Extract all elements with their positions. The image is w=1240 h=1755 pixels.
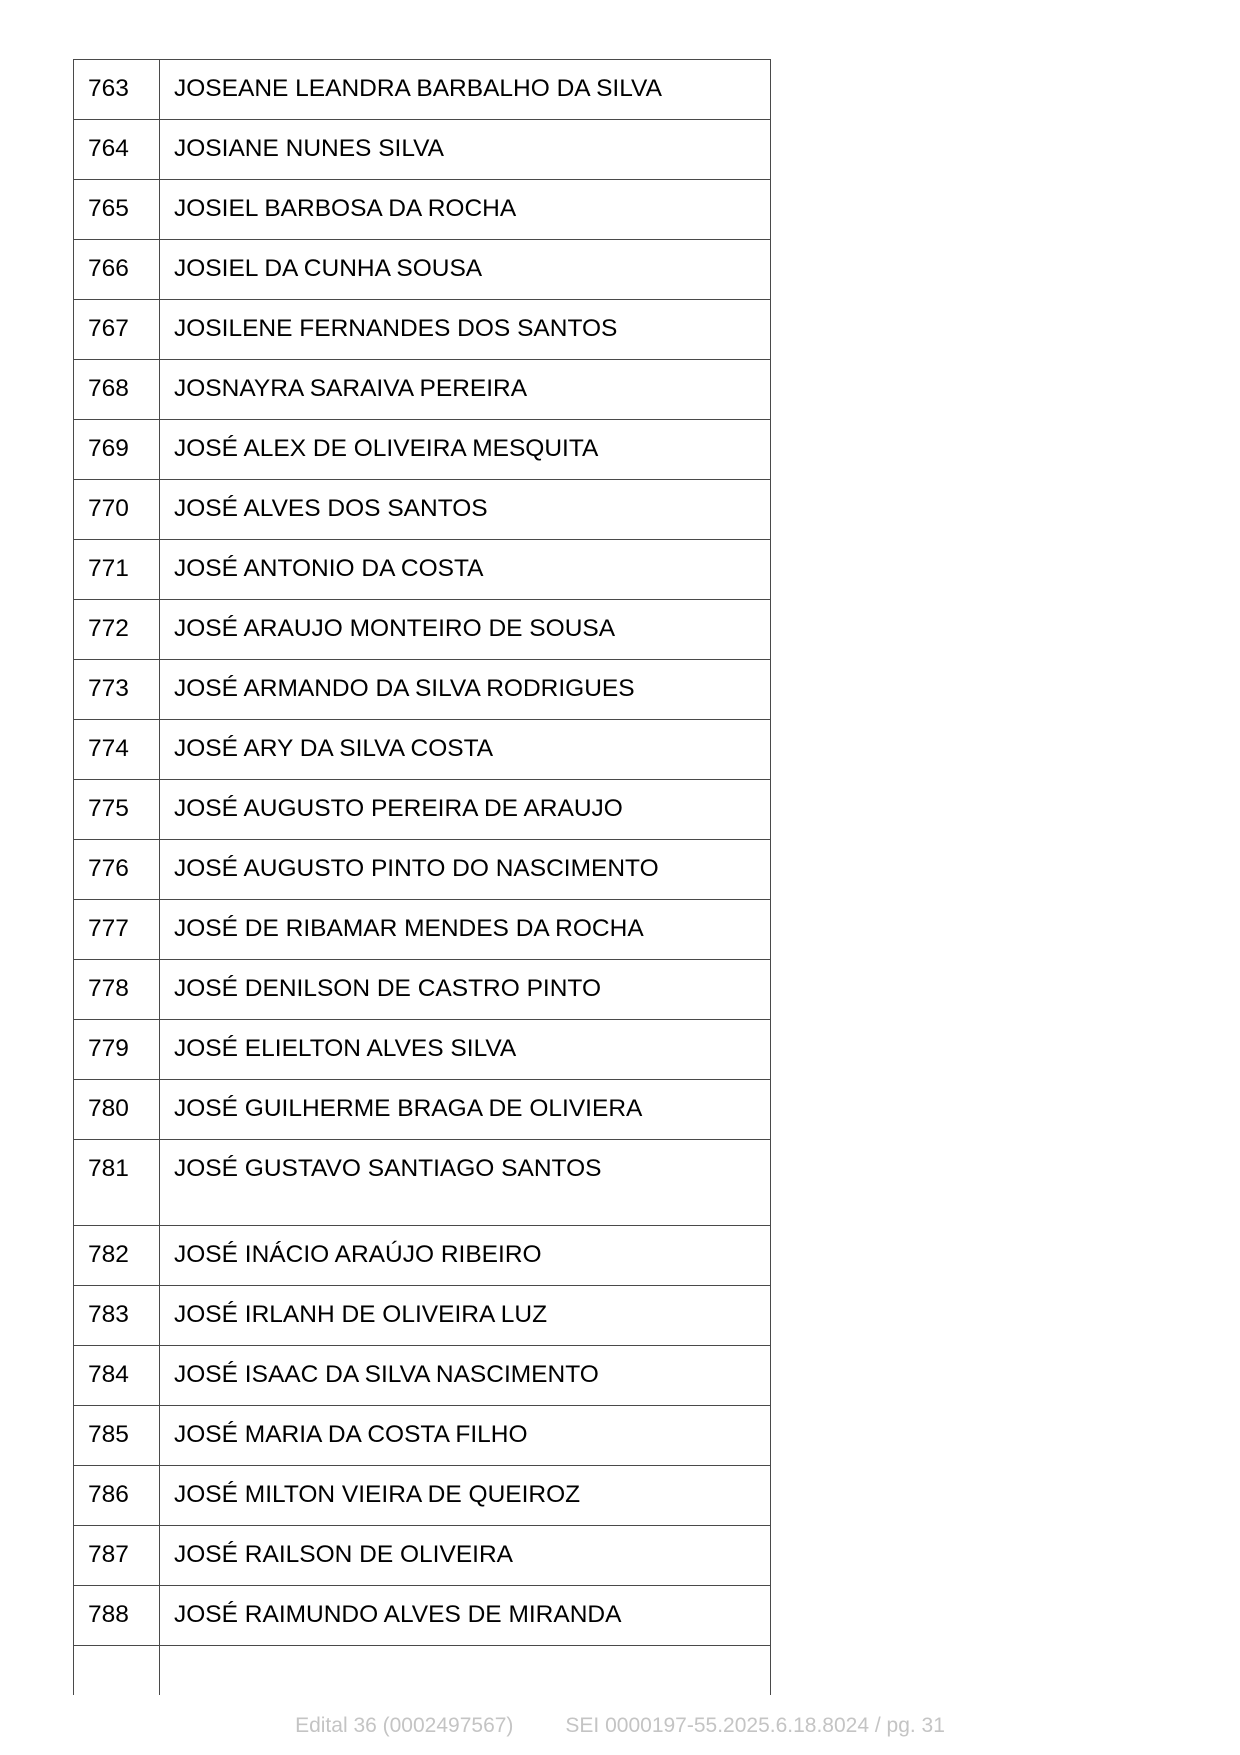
row-name: JOSÉ RAILSON DE OLIVEIRA bbox=[160, 1526, 771, 1586]
row-name: JOSEANE LEANDRA BARBALHO DA SILVA bbox=[160, 60, 771, 120]
table-row bbox=[74, 1286, 771, 1346]
row-number: 778 bbox=[74, 960, 160, 1020]
row-name: JOSÉ GUSTAVO SANTIAGO SANTOS bbox=[160, 1140, 771, 1226]
table-row bbox=[74, 600, 771, 660]
row-number: 764 bbox=[74, 120, 160, 180]
row-name: JOSÉ DE RIBAMAR MENDES DA ROCHA bbox=[160, 900, 771, 960]
footer-edital: Edital 36 (0002497567) bbox=[295, 1714, 514, 1737]
table-row bbox=[74, 780, 771, 840]
row-name: JOSÉ ARAUJO MONTEIRO DE SOUSA bbox=[160, 600, 771, 660]
row-name: JOSÉ RAIMUNDO ALVES DE MIRANDA bbox=[160, 1586, 771, 1646]
row-number: 782 bbox=[74, 1226, 160, 1286]
table-row bbox=[74, 1406, 771, 1466]
table-row bbox=[74, 1226, 771, 1286]
names-table bbox=[73, 59, 771, 1695]
row-number: 771 bbox=[74, 540, 160, 600]
table-row bbox=[74, 60, 771, 120]
row-number: 777 bbox=[74, 900, 160, 960]
table-row bbox=[74, 1526, 771, 1586]
row-number: 772 bbox=[74, 600, 160, 660]
row-number: 769 bbox=[74, 420, 160, 480]
table-row bbox=[74, 120, 771, 180]
row-name: JOSÉ AUGUSTO PINTO DO NASCIMENTO bbox=[160, 840, 771, 900]
row-number: 780 bbox=[74, 1080, 160, 1140]
row-number: 766 bbox=[74, 240, 160, 300]
row-number: 788 bbox=[74, 1586, 160, 1646]
row-number: 775 bbox=[74, 780, 160, 840]
row-number: 763 bbox=[74, 60, 160, 120]
row-number: 783 bbox=[74, 1286, 160, 1346]
row-name: JOSÉ ARY DA SILVA COSTA bbox=[160, 720, 771, 780]
row-number: 786 bbox=[74, 1466, 160, 1526]
table-row bbox=[74, 240, 771, 300]
row-number: 784 bbox=[74, 1346, 160, 1406]
row-number: 787 bbox=[74, 1526, 160, 1586]
row-number: 773 bbox=[74, 660, 160, 720]
row-number: 785 bbox=[74, 1406, 160, 1466]
row-name: JOSIANE NUNES SILVA bbox=[160, 120, 771, 180]
table-row bbox=[74, 300, 771, 360]
table-row bbox=[74, 660, 771, 720]
table-row bbox=[74, 840, 771, 900]
row-name: JOSÉ GUILHERME BRAGA DE OLIVIERA bbox=[160, 1080, 771, 1140]
table-row bbox=[74, 1346, 771, 1406]
row-number: 765 bbox=[74, 180, 160, 240]
row-name: JOSÉ DENILSON DE CASTRO PINTO bbox=[160, 960, 771, 1020]
row-number: 776 bbox=[74, 840, 160, 900]
row-name: JOSÉ ISAAC DA SILVA NASCIMENTO bbox=[160, 1346, 771, 1406]
row-name: JOSILENE FERNANDES DOS SANTOS bbox=[160, 300, 771, 360]
table-row bbox=[74, 1020, 771, 1080]
row-name: JOSÉ ALEX DE OLIVEIRA MESQUITA bbox=[160, 420, 771, 480]
row-number: 768 bbox=[74, 360, 160, 420]
row-name: JOSIEL DA CUNHA SOUSA bbox=[160, 240, 771, 300]
names-table-body bbox=[74, 60, 771, 1695]
footer-sei-reference: SEI 0000197-55.2025.6.18.8024 / pg. 31 bbox=[565, 1714, 945, 1737]
row-number: 770 bbox=[74, 480, 160, 540]
empty-cell bbox=[74, 1646, 160, 1695]
row-name: JOSÉ IRLANH DE OLIVEIRA LUZ bbox=[160, 1286, 771, 1346]
table-row bbox=[74, 1466, 771, 1526]
table-row bbox=[74, 480, 771, 540]
table-row bbox=[74, 1140, 771, 1226]
row-name: JOSIEL BARBOSA DA ROCHA bbox=[160, 180, 771, 240]
table-row-continuation bbox=[74, 1646, 771, 1695]
table-row bbox=[74, 1586, 771, 1646]
row-name: JOSÉ INÁCIO ARAÚJO RIBEIRO bbox=[160, 1226, 771, 1286]
row-name: JOSÉ ARMANDO DA SILVA RODRIGUES bbox=[160, 660, 771, 720]
table-row bbox=[74, 900, 771, 960]
row-name: JOSNAYRA SARAIVA PEREIRA bbox=[160, 360, 771, 420]
row-name: JOSÉ ELIELTON ALVES SILVA bbox=[160, 1020, 771, 1080]
table-row bbox=[74, 540, 771, 600]
row-name: JOSÉ ALVES DOS SANTOS bbox=[160, 480, 771, 540]
table-row bbox=[74, 720, 771, 780]
row-name: JOSÉ ANTONIO DA COSTA bbox=[160, 540, 771, 600]
table-row bbox=[74, 360, 771, 420]
row-number: 774 bbox=[74, 720, 160, 780]
table-row bbox=[74, 420, 771, 480]
row-name: JOSÉ MILTON VIEIRA DE QUEIROZ bbox=[160, 1466, 771, 1526]
row-name: JOSÉ AUGUSTO PEREIRA DE ARAUJO bbox=[160, 780, 771, 840]
row-number: 767 bbox=[74, 300, 160, 360]
row-name: JOSÉ MARIA DA COSTA FILHO bbox=[160, 1406, 771, 1466]
row-number: 781 bbox=[74, 1140, 160, 1226]
row-number: 779 bbox=[74, 1020, 160, 1080]
table-row bbox=[74, 180, 771, 240]
table-row bbox=[74, 960, 771, 1020]
empty-cell bbox=[160, 1646, 771, 1695]
page-footer bbox=[0, 1714, 1240, 1738]
table-row bbox=[74, 1080, 771, 1140]
